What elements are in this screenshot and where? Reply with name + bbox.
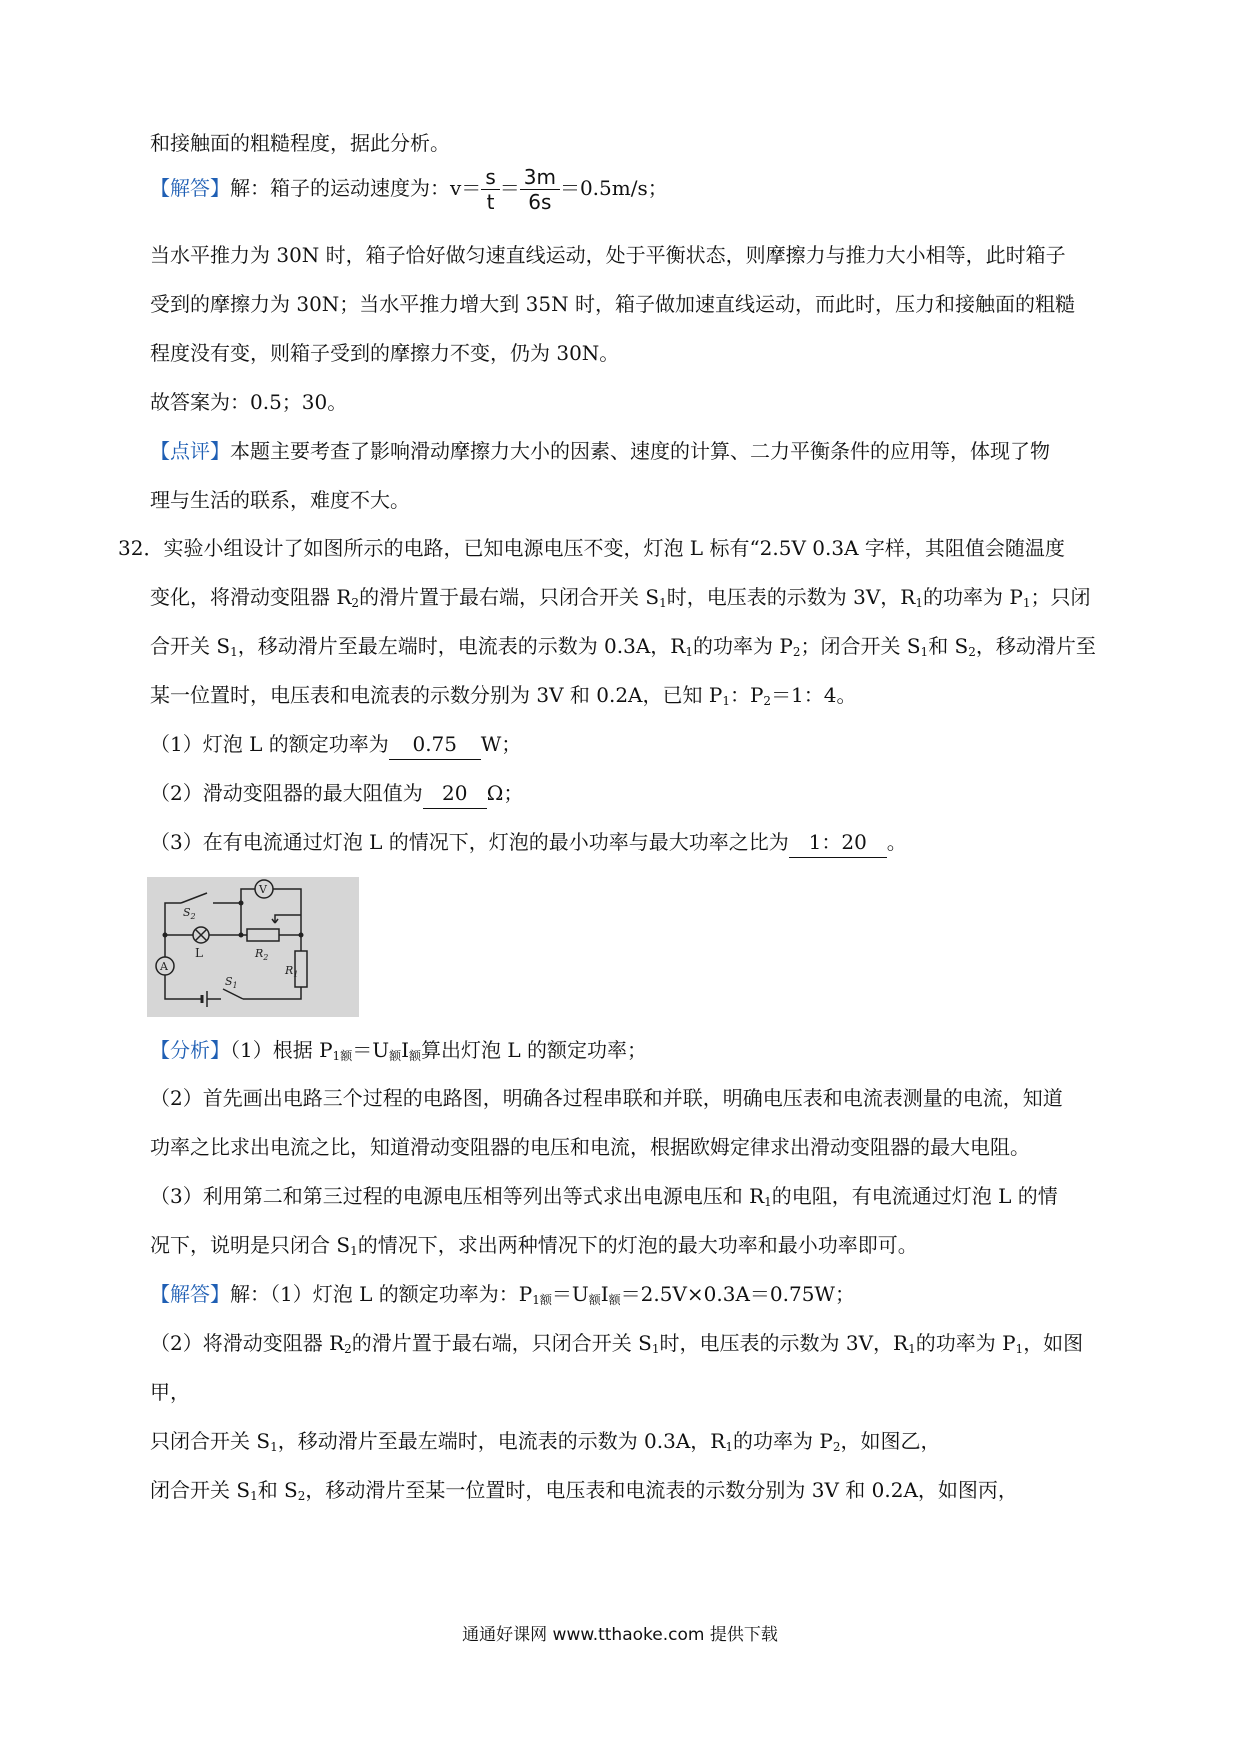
- text: 的情况下，求出两种情况下的灯泡的最大功率和最小功率即可。: [357, 1233, 918, 1257]
- solution-line5: [150, 1475, 1018, 1511]
- subscript: 1: [722, 694, 730, 708]
- text: 的功率为 P: [733, 1429, 833, 1453]
- text: 算出灯泡 L 的额定功率；: [421, 1038, 647, 1062]
- answer-result: ＝0.5m/s；: [559, 176, 668, 200]
- text: 的功率为 P: [915, 1331, 1016, 1355]
- text: ＝2.5V×0.3A＝0.75W；: [620, 1282, 855, 1306]
- text: 变化，将滑动变阻器 R: [150, 585, 352, 609]
- fraction-3m-over-6s: [520, 165, 560, 214]
- text: 合开关 S: [150, 634, 231, 658]
- fraction-s-over-t: [481, 165, 499, 214]
- subscript: 1: [908, 1342, 916, 1356]
- subscript: 1: [350, 1244, 358, 1258]
- subscript: 2: [832, 1440, 841, 1454]
- text: 闭合开关 S: [150, 1478, 251, 1502]
- text: ：P: [729, 683, 764, 707]
- text: 只闭合开关 S: [150, 1429, 271, 1453]
- label-s1: $S_1$: [225, 975, 238, 990]
- text: ，移动滑片至: [975, 634, 1096, 658]
- solution-line2: [150, 1328, 1083, 1364]
- junction-dot: [299, 933, 304, 938]
- text: ；闭合开关 S: [800, 634, 921, 658]
- sub-question-2: [150, 778, 523, 809]
- subscript: 2: [351, 596, 360, 610]
- text: W；: [480, 732, 522, 756]
- text: （2）将滑动变阻器 R: [150, 1331, 345, 1355]
- text: 和 S: [928, 634, 969, 658]
- text: （2）滑动变阻器的最大阻值为: [150, 781, 423, 805]
- subscript: 1: [651, 1342, 660, 1356]
- answer-blank: 1：20: [789, 827, 887, 858]
- text: ，如图: [1023, 1331, 1084, 1355]
- subscript: 2: [968, 645, 976, 659]
- text: 某一位置时，电压表和电流表的示数分别为 3V 和 0.2A，已知 P: [150, 683, 723, 707]
- subscript: 额: [408, 1049, 421, 1063]
- text: ＝U: [352, 1038, 390, 1062]
- text: 的滑片置于最右端，只闭合开关 S: [351, 1331, 652, 1355]
- subscript: 额: [588, 1293, 601, 1307]
- subscript: 额: [389, 1049, 402, 1063]
- junction-dot: [163, 933, 168, 938]
- text: 的功率为 P: [693, 634, 793, 658]
- subscript: 1: [685, 645, 694, 659]
- denominator: 6s: [528, 190, 552, 214]
- equals: ＝: [499, 176, 520, 200]
- text: ，如图乙，: [840, 1429, 941, 1453]
- paragraph: （2）首先画出电路三个过程的电路图，明确各过程串联和并联，明确电压表和电流表测量的电流，知道: [150, 1086, 1063, 1110]
- paragraph: 当水平推力为 30N 时，箱子恰好做匀速直线运动，处于平衡状态，则摩擦力与推力大小相等，此时箱子: [150, 243, 1066, 267]
- text: ，移动滑片至某一位置时，电压表和电流表的示数分别为 3V 和 0.2A，如图丙，: [305, 1478, 1018, 1502]
- paragraph: 理与生活的联系，难度不大。: [150, 488, 410, 512]
- review-line: [150, 436, 1050, 466]
- paragraph: 程度没有变，则箱子受到的摩擦力不变，仍为 30N。: [150, 341, 620, 365]
- label-r2: $R_2$: [255, 947, 269, 962]
- text: 的功率为 P: [923, 585, 1023, 609]
- answer-text: 解：箱子的运动速度为：v＝: [230, 176, 482, 200]
- solution-tag: 【解答】: [150, 1282, 230, 1306]
- page-footer: 通通好课网 www.tthaoke.com 提供下载: [462, 1625, 778, 1645]
- sub-question-1: [150, 729, 521, 760]
- text: I: [600, 1282, 609, 1306]
- subscript: 1: [659, 596, 667, 610]
- subscript: 2: [297, 1489, 306, 1503]
- label-voltmeter: V: [259, 883, 267, 896]
- text: Ω；: [486, 781, 524, 805]
- text: ＝U: [551, 1282, 589, 1306]
- junction-dot: [239, 901, 244, 906]
- question-32-line2: [150, 582, 1090, 618]
- text: （3）在有电流通过灯泡 L 的情况下，灯泡的最小功率与最大功率之比为: [150, 830, 789, 854]
- review-text: 本题主要考查了影响滑动摩擦力大小的因素、速度的计算、二力平衡条件的应用等，体现了物: [230, 439, 1050, 463]
- answer-line: [150, 165, 668, 214]
- text: 的滑片置于最右端，只闭合开关 S: [359, 585, 660, 609]
- text: 和 S: [257, 1478, 298, 1502]
- review-tag: 【点评】: [150, 439, 230, 463]
- subscript: 额: [340, 1049, 353, 1063]
- label-lamp: L: [195, 946, 203, 960]
- subscript: 1: [250, 1489, 258, 1503]
- label-s2: $S_2$: [183, 906, 196, 921]
- subscript: 2: [344, 1342, 352, 1356]
- numerator: 3m: [520, 165, 560, 190]
- paragraph: 故答案为：0.5；30。: [150, 390, 348, 414]
- denominator: t: [486, 190, 495, 214]
- text: 。: [886, 830, 907, 854]
- subscript: 1: [332, 1049, 341, 1063]
- question-32-line3: [150, 631, 1096, 667]
- subscript: 1: [725, 1440, 734, 1454]
- label-ammeter: A: [160, 960, 168, 973]
- text: （3）利用第二和第三过程的电源电压相等列出等式求出电源电压和 R: [150, 1184, 765, 1208]
- subscript: 1: [915, 596, 923, 610]
- text: I: [401, 1038, 409, 1062]
- numerator: s: [481, 165, 499, 190]
- label-r1: $R_1$: [285, 964, 299, 979]
- text: 况下，说明是只闭合 S: [150, 1233, 351, 1257]
- text: 解：（1）灯泡 L 的额定功率为：P: [230, 1282, 533, 1306]
- subscript: 1: [764, 1195, 772, 1209]
- subscript: 额: [539, 1293, 552, 1307]
- subscript: 1: [270, 1440, 278, 1454]
- solution-line4: [150, 1426, 940, 1462]
- analysis-line5: [150, 1230, 918, 1266]
- analysis-tag: 【分析】: [150, 1038, 230, 1062]
- text: （1）根据 P: [230, 1038, 333, 1062]
- paragraph: 和接触面的粗糙程度，据此分析。: [150, 131, 450, 155]
- text: 时，电压表的示数为 3V，R: [659, 1331, 909, 1355]
- subscript: 2: [792, 645, 801, 659]
- diagram-background: [147, 877, 359, 1017]
- text: ；只闭: [1030, 585, 1091, 609]
- subscript: 1: [532, 1293, 540, 1307]
- subscript: 2: [763, 694, 772, 708]
- paragraph: 受到的摩擦力为 30N；当水平推力增大到 35N 时，箱子做加速直线运动，而此时，压力和接触面的粗糙: [150, 292, 1075, 316]
- paragraph: 功率之比求出电流之比，知道滑动变阻器的电压和电流，根据欧姆定律求出滑动变阻器的最大电阻。: [150, 1135, 1030, 1159]
- text: 时，电压表的示数为 3V，R: [666, 585, 916, 609]
- text: ＝1：4。: [771, 683, 857, 707]
- text: ，移动滑片至最左端时，电流表的示数为 0.3A，R: [237, 634, 686, 658]
- analysis-line1: [150, 1035, 647, 1071]
- answer-blank: 20: [423, 778, 487, 809]
- text: 的电阻，有电流通过灯泡 L 的情: [771, 1184, 1058, 1208]
- subscript: 1: [920, 645, 929, 659]
- answer-blank: 0.75: [389, 729, 481, 760]
- analysis-line4: [150, 1181, 1058, 1217]
- subscript: 额: [608, 1293, 621, 1307]
- circuit-diagram: [147, 877, 359, 1017]
- junction-dot: [239, 933, 244, 938]
- question-32-line4: [150, 680, 857, 716]
- subscript: 1: [1015, 1342, 1024, 1356]
- subscript: 1: [230, 645, 238, 659]
- sub-question-3: [150, 827, 907, 858]
- text: ，移动滑片至最左端时，电流表的示数为 0.3A，R: [277, 1429, 726, 1453]
- question-32-line1: 32．实验小组设计了如图所示的电路，已知电源电压不变，灯泡 L 标有“2.5V 0.3A 字样，其阻值会随温度: [118, 536, 1065, 560]
- text: （1）灯泡 L 的额定功率为: [150, 732, 389, 756]
- subscript: 1: [1022, 596, 1031, 610]
- answer-tag: 【解答】: [150, 176, 230, 200]
- solution-line1: [150, 1279, 855, 1315]
- paragraph: 甲，: [150, 1380, 190, 1404]
